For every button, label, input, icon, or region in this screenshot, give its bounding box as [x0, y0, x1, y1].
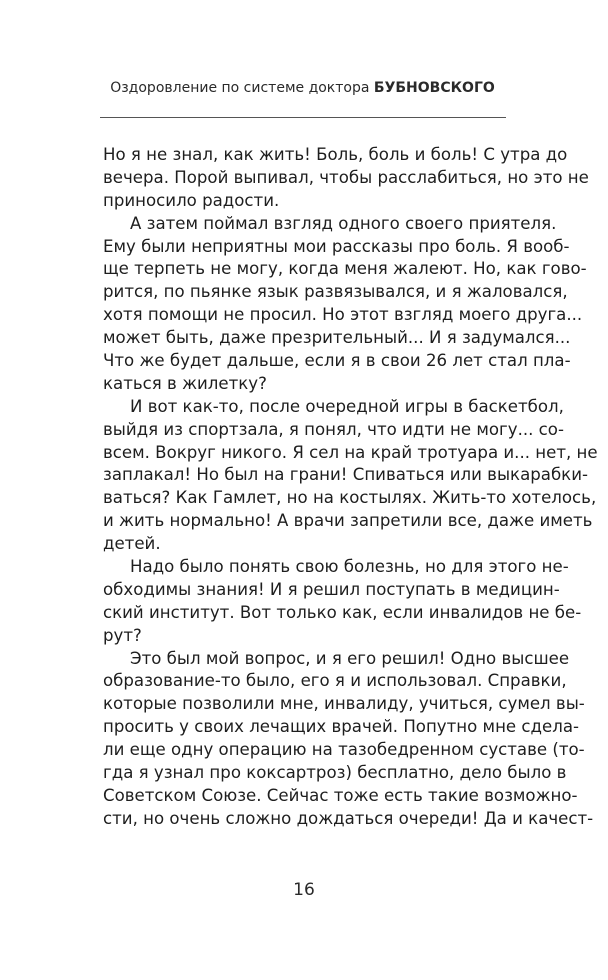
running-header: [100, 80, 505, 96]
text-line: рут?: [103, 625, 142, 645]
paragraph: [103, 144, 589, 213]
text-line: выйдя из спортзала, я понял, что идти не могу... со-: [103, 419, 564, 439]
body-text: [103, 144, 598, 831]
text-line: всем. Вокруг никого. Я сел на край тротуара и... нет, не: [103, 442, 598, 462]
text-line: Советском Союзе. Сейчас тоже есть такие возможно-: [103, 785, 578, 805]
text-line: может быть, даже презрительный... И я задумался...: [103, 328, 571, 348]
text-line: заплакал! Но был на грани! Спиваться или выкарабки-: [103, 465, 588, 485]
text-line: которые позволили мне, инвалиду, учиться, сумел вы-: [103, 694, 585, 714]
text-line: вечера. Порой выпивал, чтобы расслабиться, но это не: [103, 167, 589, 187]
header-author: БУБНОВСКОГО: [373, 80, 495, 96]
paragraph: [103, 556, 582, 648]
header-rule: [100, 117, 506, 118]
text-line: сти, но очень сложно дождаться очереди! Да и качест-: [103, 808, 594, 828]
text-line: приносило радости.: [103, 190, 280, 210]
text-line: ли еще одну операцию на тазобедренном суставе (то-: [103, 740, 585, 760]
paragraph: [103, 396, 598, 556]
text-line: каться в жилетку?: [103, 373, 267, 393]
text-line: детей.: [103, 534, 161, 554]
paragraph: [103, 213, 587, 396]
text-line: ще терпеть не могу, когда меня жалеют. Но, как гово-: [103, 259, 587, 279]
text-line: просить у своих лечащих врачей. Попутно мне сдела-: [103, 717, 579, 737]
header-title: Оздоровление по системе доктора: [110, 80, 370, 96]
text-line: ский институт. Вот только как, если инвалидов не бе-: [103, 602, 582, 622]
text-line: хотя помощи не просил. Но этот взгляд моего друга...: [103, 305, 583, 325]
paragraph: [103, 648, 594, 831]
text-line: рится, по пьянке язык развязывался, и я жаловался,: [103, 282, 568, 302]
text-line: Надо было понять свою болезнь, но для этого не-: [130, 557, 569, 577]
text-line: образование-то было, его я и использовал. Справки,: [103, 671, 567, 691]
text-line: И вот как-то, после очередной игры в баскетбол,: [130, 396, 564, 416]
text-line: А затем поймал взгляд одного своего приятеля.: [130, 213, 557, 233]
text-line: гда я узнал про коксартроз) бесплатно, дело было в: [103, 763, 567, 783]
text-line: и жить нормально! А врачи запретили все, даже иметь: [103, 511, 593, 531]
page-number: 16: [293, 880, 315, 900]
text-line: обходимы знания! И я решил поступать в медицин-: [103, 579, 560, 599]
text-line: Это был мой вопрос, и я его решил! Одно высшее: [130, 648, 570, 668]
text-line: Но я не знал, как жить! Боль, боль и боль! С утра до: [103, 145, 568, 164]
text-line: ваться? Как Гамлет, но на костылях. Жить-то хотелось,: [103, 488, 597, 508]
text-line: Ему были неприятны мои рассказы про боль. Я вооб-: [103, 236, 570, 256]
text-line: Что же будет дальше, если я в свои 26 лет стал пла-: [103, 351, 571, 371]
